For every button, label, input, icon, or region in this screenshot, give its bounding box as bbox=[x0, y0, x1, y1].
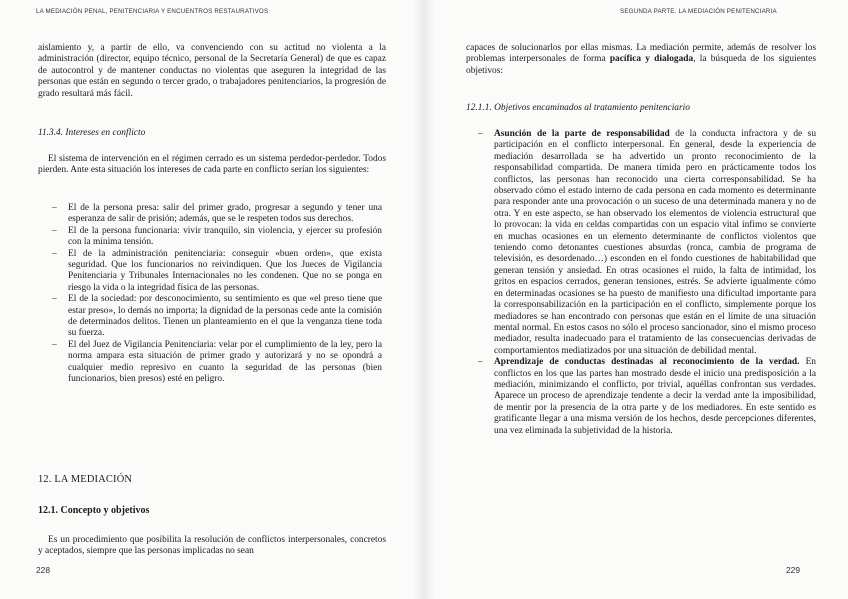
body-paragraph-3 bbox=[38, 535, 386, 558]
subsection-2-title: 12.1. Concepto y objetivos bbox=[38, 505, 150, 516]
list-item-text: El de la administración penitenciaria: conseguir «buen orden», que exista seguridad. Que los funcionarios no reivindiquen. Que los Jueces de Vigilancia Penitenciaria y Tribunales Internacionales no les condenen. Que no se ponga en riesgo la vida o la integridad física de las personas. bbox=[68, 248, 382, 293]
list-item: – El de la administración penitenciaria: conseguir «buen orden», que exista seguridad. Que los funcionarios no reivindiquen. Que los Jueces de Vigilancia Penitenciaria y Tribunales Internacionales no les condenen. Que no se ponga en riesgo la vida o la integridad física de las personas. bbox=[52, 248, 382, 293]
subsection-title: 11.3.4. Intereses en conflicto bbox=[38, 128, 146, 138]
book-gutter bbox=[414, 0, 434, 599]
list-item-text: El de la persona funcionaria: vivir tranquilo, sin violencia, y ejercer su profesión con la mínima tensión. bbox=[68, 225, 382, 248]
interests-list bbox=[38, 203, 386, 386]
objective-text: de la conducta infractora y de su participación en el conflicto interpersonal. En general, desde la experiencia de mediación desarrollada se ha advertido un pronto reconocimiento de la responsabilidad compartida. De manera tímida pero en prácticamente todos los conflictos, las personas han reconocido una cierta corresponsabilidad. Se ha observado cómo el estado interno de cada persona en cada momento es determinante para responder ante una provocación o un suceso de una determinada manera y no de otra. Y en este aspecto, se han observado los elementos de violencia estructural que lo provocan: la vida en celdas compartidas con un espacio vital ínfimo se convierte en muchas ocasiones en un elemento determinante de conflictos violentos que teniendo como detonantes cuestiones absurdas (ronca, cambia de programa de televisión, es desordenado…) esconden en el fondo cuestiones de habitabilidad que generan tensión y ansiedad. En otras ocasiones el ruido, la falta de intimidad, los gritos en espacios cerrados, generan tensiones, estrés. Se advierte igualmente cómo en determinadas ocasiones se ha puesto de manifiesto una dificultad importante para la corresponsabilización en la participación en el conflicto, simplemente porque los mediadores se han encontrado con personas que están en el límite de una situación mental normal. En estos casos no sólo el proceso sancionador, sino el mismo proceso mediador, resulta inadecuado para el tratamiento de las consecuencias derivadas de comportamientos mediatizados por una situación de debilidad mental. bbox=[494, 129, 817, 356]
section-heading bbox=[38, 474, 386, 485]
subsection-heading-concepto bbox=[38, 505, 386, 516]
list-item: – Asunción de la parte de responsabilidad de la conducta infractora y de su participación en el conflicto interpersonal. En general, desde la experiencia de mediación desarrollada se ha advertido un pronto reconocimiento de la responsabilidad compartida. De manera tímida pero en prácticamente todos los conflictos, las personas han reconocido una cierta corresponsabilidad. Se ha observado cómo el estado interno de cada persona en cada momento es determinante para responder ante una provocación o un suceso de una determinada manera y no de otra. Y en este aspecto, se han observado los elementos de violencia estructural que lo provocan: la vida en celdas compartidas con un espacio vital ínfimo se convierte en muchas ocasiones en un elemento determinante de conflictos violentos que teniendo como detonantes cuestiones absurdas (ronca, cambia de programa de televisión, es desordenado…) esconden en el fondo cuestiones de habitabilidad que generan tensión y ansiedad. En otras ocasiones el ruido, la falta de intimidad, los gritos en espacios cerrados, generan tensiones, estrés. Se advierte igualmente cómo en determinadas ocasiones se ha puesto de manifiesto una dificultad importante para la corresponsabilización en la participación en el conflicto, simplemente porque los mediadores se han encontrado con personas que están en el límite de una situación mental normal. En estos casos no sólo el proceso sancionador, sino el mismo proceso mediador, resulta inadecuado para el tratamiento de las consecuencias derivadas de comportamientos mediatizados por una situación de debilidad mental. bbox=[478, 129, 817, 356]
section-title: 12. LA MEDIACIÓN bbox=[38, 474, 133, 485]
body-paragraph bbox=[38, 154, 386, 177]
objectives-title: 12.1.1. Objetivos encaminados al tratamiento penitenciario bbox=[466, 103, 690, 113]
list-item-text: El de la persona presa: salir del primer grado, progresar a segundo y tener una esperanza de salir de prisión; además, que se le respeten todos sus derechos. bbox=[68, 203, 382, 225]
continuation-bold: pacífica y dialogada bbox=[609, 54, 694, 65]
running-head-right: SEGUNDA PARTE. LA MEDIACIÓN PENITENCIARIA bbox=[620, 8, 777, 15]
objective-text: En conflictos en los que las partes han mostrado desde el inicio una predisposición a la mediación, minimizando el conflicto, por trivial, aquéllas confrontan sus verdades. Aparece un proceso de aprendizaje tendente a decir la verdad ante la imposibilidad, de mentir por la presencia de la otra parte y de los mediadores. En este sentido es gratificante llegar a una misma versión de los hechos, desde percepciones diferentes, una vez eliminada la subjetividad de la historia. bbox=[494, 357, 816, 436]
right-page bbox=[424, 0, 848, 599]
objectives-list bbox=[466, 129, 816, 437]
subsection-heading-objetivos bbox=[466, 103, 816, 114]
intro-paragraph bbox=[38, 43, 386, 100]
objective-bold: Aprendizaje de conductas destinadas al reconocimiento de la verdad. bbox=[494, 357, 800, 368]
intro-paragraph-text: aislamiento y, a partir de ello, va convenciendo con su actitud no violenta a la administración (director, equipo técnico, personal de la Secretaría General) de que es capaz de autocontrol y de mantener conductas no violentas que aseguren la integridad de las personas que están en segundo o tercer grado, o trabajadores penitenciarios, la progresión de grado resultará más fácil. bbox=[38, 43, 386, 99]
paragraph-3: Es un procedimiento que posibilita la resolución de conflictos interpersonales, concretos y aceptados, siempre que las personas implicadas no sean bbox=[38, 535, 386, 557]
subsection-heading-intereses bbox=[38, 128, 386, 139]
page-number-right: 229 bbox=[786, 565, 800, 575]
page-number-left: 228 bbox=[36, 565, 50, 575]
list-item-text: El de la sociedad: por desconocimiento, su sentimiento es que «el preso tiene que estar preso», lo demás no importa; la dignidad de la personas cede ante la comisión de determinados delitos. Tienen un planteamiento en el que la venganza tiene toda su fuerza. bbox=[68, 294, 382, 339]
objective-bold: Asunción de la parte de responsabilidad bbox=[494, 129, 670, 139]
list-item: – El de la persona presa: salir del primer grado, progresar a segundo y tener una esperanza de salir de prisión; además, que se le respeten todos sus derechos. bbox=[52, 203, 382, 225]
paragraph-2: El sistema de intervención en el régimen cerrado es un sistema perdedor-perdedor. Todos pierden. Ante esta situación los intereses de cada parte en conflicto serían los siguientes: bbox=[38, 154, 386, 176]
continuation-text-1: capaces de solucionarlos por ellas mismas. La mediación permite, además de resolver los problemas interpersonales de forma bbox=[466, 43, 816, 65]
list-item: – El de la sociedad: por desconocimiento, su sentimiento es que «el preso tiene que estar preso», lo demás no importa; la dignidad de la personas cede ante la comisión de determinados delitos. Tienen un planteamiento en el que la venganza tiene toda su fuerza. bbox=[52, 294, 382, 339]
continuation-text-2: , la búsqueda de los siguientes objetivos: bbox=[466, 54, 816, 76]
list-item: – El de la persona funcionaria: vivir tranquilo, sin violencia, y ejercer su profesión con la mínima tensión. bbox=[52, 225, 382, 248]
running-head-left: LA MEDIACIÓN PENAL, PENITENCIARIA Y ENCUENTROS RESTAURATIVOS bbox=[36, 8, 269, 15]
list-item-text: El del Juez de Vigilancia Penitenciaria: velar por el cumplimiento de la ley, pero la norma ampara esta situación de primer grado y autorizará y no se opondrá a cualquier medio represivo en cuanto la seguridad de las personas (bien funcionarios, bien presos) esté en peligro. bbox=[68, 339, 382, 385]
continuation-text bbox=[466, 43, 816, 77]
continuation-paragraph bbox=[466, 43, 816, 77]
list-item: – Aprendizaje de conductas destinadas al reconocimiento de la verdad. En conflictos en los que las partes han mostrado desde el inicio una predisposición a la mediación, minimizando el conflicto, por trivial, aquéllas confrontan sus verdades. Aparece un proceso de aprendizaje tendente a decir la verdad ante la imposibilidad, de mentir por la presencia de la otra parte y de los mediadores. En este sentido es gratificante llegar a una misma versión de los hechos, desde percepciones diferentes, una vez eliminada la subjetividad de la historia. bbox=[478, 357, 816, 436]
list-item: – El del Juez de Vigilancia Penitenciaria: velar por el cumplimiento de la ley, pero la norma ampara esta situación de primer grado y autorizará y no se opondrá a cualquier medio represivo en cuanto la seguridad de las personas (bien funcionarios, bien presos) esté en peligro. bbox=[52, 339, 382, 385]
